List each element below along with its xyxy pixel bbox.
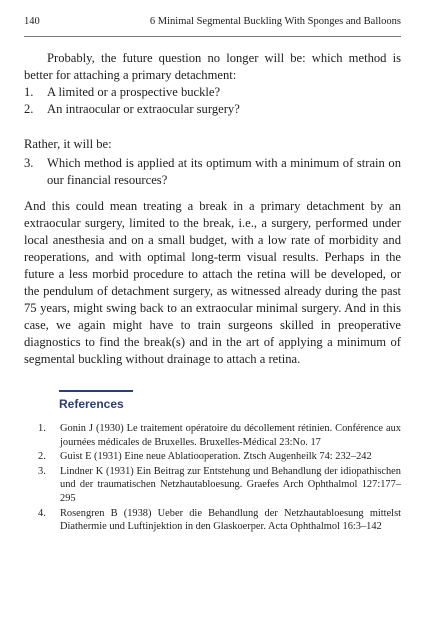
reference-item	[38, 450, 401, 464]
reference-number: 4.	[38, 507, 46, 519]
question-3-block	[24, 155, 401, 189]
main-paragraph-block	[24, 198, 401, 368]
list-number: 1.	[24, 85, 34, 99]
list-number: 3.	[24, 156, 34, 170]
references-heading: References	[59, 397, 124, 411]
question-list-2	[24, 155, 401, 189]
rather-block	[24, 136, 401, 153]
reference-text: Gonin J (1930) Le traitement opératoire du décollement rétinien. Conférence aux journées médicales de Bruxelles. Bruxelles-Médical 23:No. 17	[60, 423, 401, 448]
reference-number: 1.	[38, 423, 46, 434]
reference-item	[38, 507, 401, 534]
intro-paragraph: Probably, the future question no longer will be: which method is better for attaching a primary detachment:	[24, 51, 401, 82]
reference-text: Rosengren B (1938) Ueber die Behandlung der Netzhautabloesung mittelst Diathermie und Luftinjektion in den Glaskoerper. Acta Ophthalmol 16:3–142	[60, 507, 401, 533]
list-text: Which method is applied at its optimum with a minimum of strain on our financial resources?	[47, 156, 401, 187]
reference-text: Guist E (1931) Eine neue Ablatiooperation. Ztsch Augenheilk 74: 232–242	[60, 451, 372, 463]
reference-item	[38, 465, 401, 506]
running-title: 6 Minimal Segmental Buckling With Sponges and Balloons	[149, 16, 401, 27]
list-item	[24, 101, 401, 118]
main-paragraph: And this could mean treating a break in a primary detachment by an extraocular surgery, limited to the break, i.e., a surgery, performed under local anesthesia and on a small budget, with a low rate of morbidity and reoperations, and with optimal long-term visual results. Perhaps in the future a less morbid procedure to attach the retina will be developed, or the pendulum of detachment surgery, as witnessed already during the past 75 years, might swing back to an extraocular minimal surgery. And in this case, we again might have to train surgeons skilled in preoperative diagnostics to find the break(s) and in the art of applying a minimum of segmental buckling without drainage to attach a retina.	[24, 199, 401, 366]
question-list	[24, 84, 401, 118]
page-number: 140	[24, 16, 40, 27]
list-text: An intraocular or extraocular surgery?	[47, 102, 240, 116]
reference-number: 2.	[38, 451, 46, 463]
rather-line: Rather, it will be:	[24, 137, 112, 151]
list-item	[24, 84, 401, 101]
page-header	[24, 11, 401, 37]
reference-list	[38, 422, 401, 535]
intro-block	[24, 50, 401, 118]
list-item	[24, 155, 401, 189]
reference-text: Lindner K (1931) Ein Beitrag zur Entstehung und Behandlung der idiopathischen und der traumatischen Netzhautabloesung. Graefes Arch Ophthalmol 127:177–295	[60, 465, 401, 504]
references-rule	[59, 390, 133, 392]
reference-number: 3.	[38, 465, 46, 477]
reference-item	[38, 422, 401, 449]
list-number: 2.	[24, 102, 34, 116]
list-text: A limited or a prospective buckle?	[47, 85, 221, 99]
